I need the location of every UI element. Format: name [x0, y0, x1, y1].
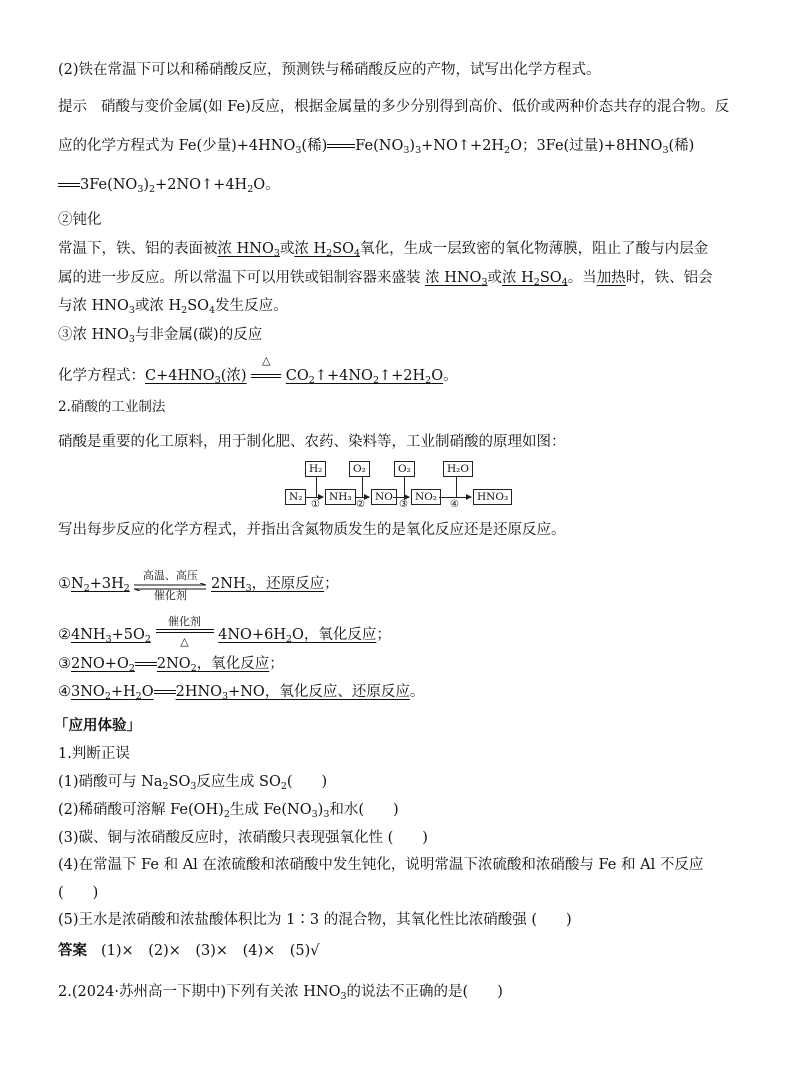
equals-sign [58, 183, 80, 187]
equals-sign [327, 144, 355, 148]
practice-item-1: (1)硝酸可与 $Na_2SO_3$反应生成 $SO_2$( ) [58, 774, 328, 792]
passivation-line-1: 常温下，铁、铝的表面被浓 $HNO_3$或浓 $H_2SO_4$氧化，生成一层致密的氧化物薄膜，阻止了酸与内层金 [58, 241, 709, 259]
practice-item-5: (5)王水是浓硝酸和浓盐酸体积比为 1∶3 的混合物，其氧化性比浓硝酸强 ( ) [58, 912, 572, 928]
practice-item-2: (2)稀硝酸可溶解 $Fe(OH)_2$生成 $Fe(NO_3)_3$和水( ) [58, 802, 399, 820]
answer-line: 答案 (1)× (2)× (3)× (4)× (5)√ [58, 942, 320, 959]
input-h2: H₂ [305, 461, 326, 477]
step-1-label: ① [311, 499, 320, 510]
practice-item-3: (3)碳、铜与浓硝酸反应时，浓硝酸只表现强氧化性 ( ) [58, 830, 428, 846]
passivation-line-2: 属的进一步反应。所以常温下可以用铁或铝制容器来盛装 浓 $HNO_3$或浓 $H_2SO_4$。当加热时，铁、铝会 [58, 270, 713, 288]
practice-q2: 2.(2024·苏州高一下期中)下列有关浓 $HNO_3$的说法不正确的是( ) [58, 984, 503, 1002]
reaction-4: $④3NO_2+H_2O$ $2HNO_3+NO$，氧化反应、还原反应。 [58, 684, 425, 702]
reaction-2: $②4NH_3+5O_2$ 催化剂 △ $4NO+6H_2O$，氧化反应； [58, 615, 391, 648]
node-no: NO [371, 489, 397, 505]
arrow-1 [306, 497, 323, 498]
step-3-label: ③ [399, 499, 408, 510]
industry-intro: 硝酸是重要的化工原料，用于制化肥、农药、染料等，工业制硝酸的原理如图： [58, 434, 566, 450]
industry-title: 2.硝酸的工业制法 [58, 399, 166, 415]
arrow-4 [439, 497, 471, 498]
carbon-title: ③浓 $HNO_3$与非金属(碳)的反应 [58, 327, 263, 345]
hint-line-1: 提示 硝酸与变价金属(如 Fe)反应，根据金属量的多少分别得到高价、低价或两种价态共存的混合物。反 [58, 99, 730, 115]
arrow-2 [355, 497, 369, 498]
input-h2o: H₂O [443, 461, 473, 477]
practice-item-4: (4)在常温下 Fe 和 Al 在浓硫酸和浓硝酸中发生钝化，说明常温下浓硫酸和浓硝酸与 Fe 和 Al 不反应 [58, 857, 704, 873]
hint-label: 提示 [58, 99, 87, 115]
hint-line-2: 应的化学方程式为 Fe(少量)$+4HNO_3$(稀) $Fe(NO_3)_3+NO↑+2H_2O$；3Fe(过量)$+8HNO_3$(稀) [58, 138, 695, 156]
step-4-label: ④ [450, 499, 459, 510]
node-hno3: HNO₃ [473, 489, 512, 505]
input-o2-1: O₂ [349, 461, 370, 477]
node-n2: N₂ [285, 489, 306, 505]
industry-task: 写出每步反应的化学方程式，并指出含氮物质发生的是氧化反应还是还原反应。 [58, 522, 566, 538]
passivation-line-3: 与浓 $HNO_3$或浓 $H_2SO_4$发生反应。 [58, 298, 288, 316]
reaction-1: $①N_2+3H_2$ 高温、高压 催化剂 $2NH_3$，还原反应； [58, 569, 339, 602]
practice-item-4-paren: ( ) [58, 885, 99, 901]
hint-line-3: $3Fe(NO_3)_2+2NO↑+4H_2O$。 [58, 175, 280, 195]
node-nh3: NH₃ [325, 489, 356, 505]
practice-q1: 1.判断正误 [58, 746, 130, 762]
question-2-text: (2)铁在常温下可以和稀硝酸反应，预测铁与稀硝酸反应的产物，试写出化学方程式。 [58, 62, 601, 78]
practice-title: 「应用体验」 [54, 717, 141, 734]
reaction-3: $③2NO+O_2$ $2NO_2$，氧化反应； [58, 656, 284, 674]
node-no2: NO₂ [411, 489, 441, 505]
arrow-3 [393, 497, 409, 498]
input-o2-2: O₂ [394, 461, 415, 477]
carbon-equation: 化学方程式：$C+4HNO_3$(浓) △ $CO_2↑+4NO_2↑+2H_2O$。 [58, 354, 458, 386]
nitric-acid-process-diagram [283, 461, 519, 513]
passivation-title: ②钝化 [58, 212, 102, 228]
reaction-condition: △ [251, 366, 281, 386]
step-2-label: ② [356, 499, 365, 510]
